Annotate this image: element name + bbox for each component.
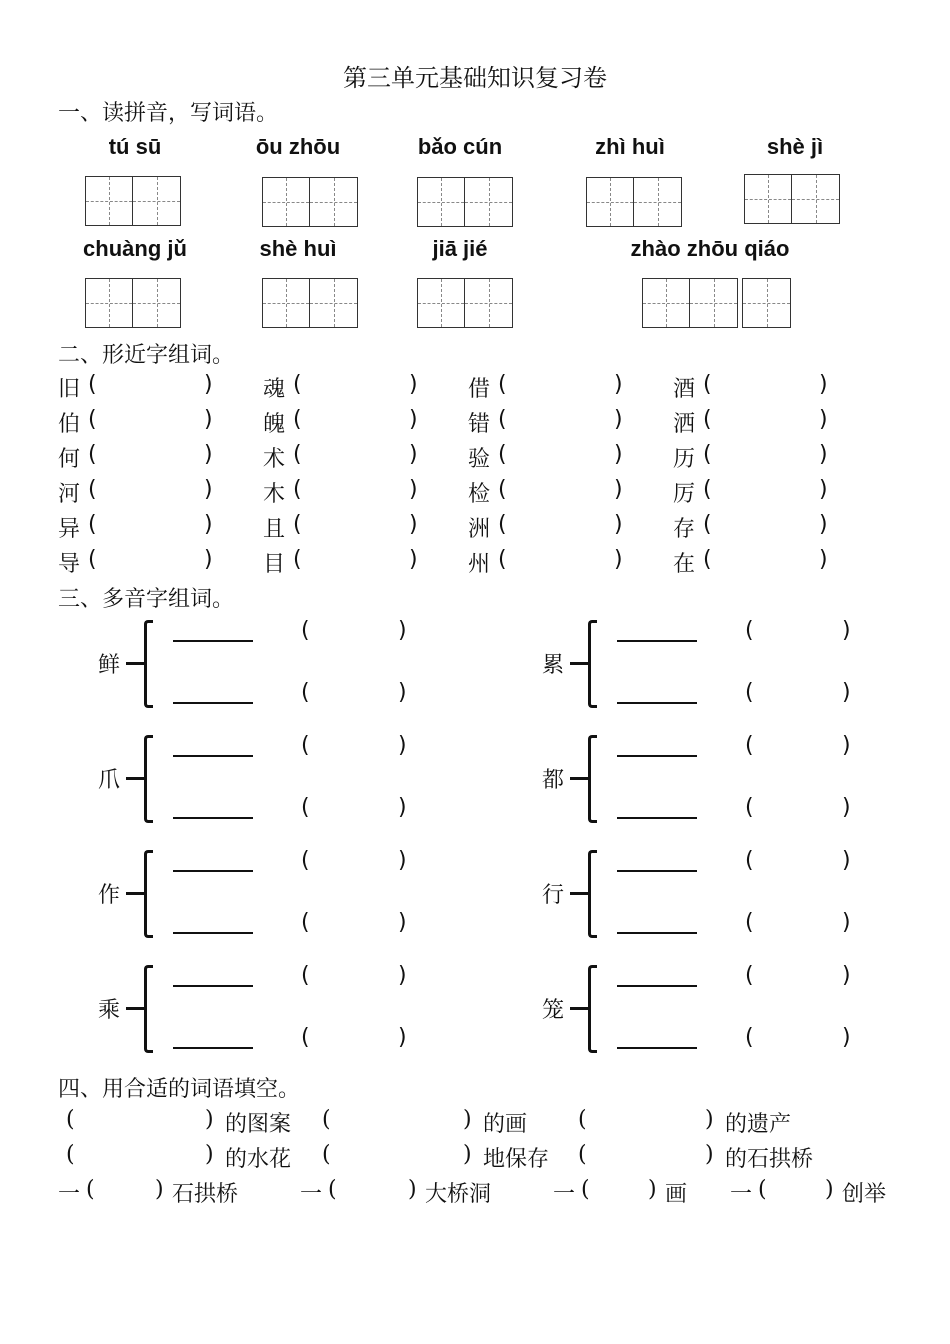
paren-close: ) <box>463 1107 472 1132</box>
pinyin-7: shè huì <box>259 236 337 261</box>
fill-text: 的图案 <box>225 1112 292 1137</box>
brace-stem <box>570 662 590 665</box>
paren-close: ) <box>398 910 407 935</box>
writing-grid[interactable] <box>742 278 791 328</box>
pinyin-4: zhì huì <box>595 134 665 159</box>
fill-text: 画 <box>665 1182 688 1207</box>
pinyin-8: jiā jié <box>432 236 488 261</box>
fill-text: 的水花 <box>225 1147 292 1172</box>
paren-close: ) <box>398 795 407 820</box>
paren-close: ) <box>205 1142 214 1167</box>
paren-open: ( <box>498 512 507 537</box>
paren-open: ( <box>301 910 310 935</box>
fill-text: 的石拱桥 <box>725 1147 814 1172</box>
section-3-heading: 三、多音字组词。 <box>58 587 235 612</box>
paren-open: ( <box>88 442 97 467</box>
paren-close: ) <box>842 848 851 873</box>
answer-blank[interactable] <box>173 817 253 819</box>
paren-open: ( <box>301 795 310 820</box>
brace-stem <box>126 892 146 895</box>
answer-blank[interactable] <box>617 870 697 872</box>
writing-grid[interactable] <box>85 176 181 226</box>
paren-close: ) <box>614 512 623 537</box>
paren-open: ( <box>578 1142 587 1167</box>
paren-close: ) <box>204 547 213 572</box>
paren-close: ) <box>842 795 851 820</box>
paren-open: ( <box>703 477 712 502</box>
paren-close: ) <box>398 963 407 988</box>
paren-open: ( <box>745 963 754 988</box>
answer-blank[interactable] <box>617 1047 697 1049</box>
paren-close: ) <box>842 680 851 705</box>
polyphone-char: 爪 <box>98 768 121 793</box>
fill-text: 地保存 <box>483 1147 550 1172</box>
similar-char: 导 <box>58 552 81 577</box>
pinyin-1: tú sū <box>108 134 162 159</box>
similar-char: 检 <box>468 482 491 507</box>
similar-char: 历 <box>673 447 696 472</box>
similar-char: 洒 <box>673 412 696 437</box>
paren-close: ) <box>842 910 851 935</box>
pinyin-2: ōu zhōu <box>255 134 341 159</box>
paren-open: ( <box>293 547 302 572</box>
similar-char: 厉 <box>673 482 696 507</box>
paren-open: ( <box>745 733 754 758</box>
writing-grid[interactable] <box>586 177 682 227</box>
paren-close: ) <box>409 477 418 502</box>
paren-open: ( <box>745 618 754 643</box>
answer-blank[interactable] <box>617 755 697 757</box>
paren-open: ( <box>293 372 302 397</box>
brace-stem <box>570 777 590 780</box>
paren-open: ( <box>293 512 302 537</box>
paren-open: ( <box>293 442 302 467</box>
answer-blank[interactable] <box>617 932 697 934</box>
paren-open: ( <box>745 910 754 935</box>
section-4-heading: 四、用合适的词语填空。 <box>58 1077 301 1102</box>
similar-char: 旧 <box>58 377 81 402</box>
writing-grid[interactable] <box>642 278 738 328</box>
paren-close: ) <box>614 407 623 432</box>
paren-open: ( <box>293 407 302 432</box>
similar-char: 何 <box>58 447 81 472</box>
polyphone-char: 鲜 <box>98 653 121 678</box>
paren-close: ) <box>819 547 828 572</box>
pinyin-6: chuàng jǔ <box>83 236 187 261</box>
answer-blank[interactable] <box>617 640 697 642</box>
similar-char: 验 <box>468 447 491 472</box>
fill-text: 大桥洞 <box>425 1182 492 1207</box>
paren-close: ) <box>819 372 828 397</box>
paren-close: ) <box>614 547 623 572</box>
answer-blank[interactable] <box>617 702 697 704</box>
paren-close: ) <box>409 442 418 467</box>
fill-text: 的画 <box>483 1112 528 1137</box>
paren-open: ( <box>703 407 712 432</box>
paren-open: ( <box>322 1107 331 1132</box>
similar-char: 木 <box>263 482 286 507</box>
pinyin-3: bǎo cún <box>417 134 503 159</box>
paren-open: ( <box>301 848 310 873</box>
paren-open: ( <box>578 1107 587 1132</box>
paren-close: ) <box>409 512 418 537</box>
brace <box>588 620 597 708</box>
paren-open: ( <box>703 442 712 467</box>
paren-close: ) <box>842 618 851 643</box>
fill-text: 一 <box>730 1182 753 1207</box>
pinyin-9: zhào zhōu qiáo <box>630 236 790 261</box>
paren-open: ( <box>498 407 507 432</box>
fill-text: 一 <box>300 1182 323 1207</box>
brace-stem <box>570 892 590 895</box>
brace-stem <box>570 1007 590 1010</box>
paren-open: ( <box>703 512 712 537</box>
paren-close: ) <box>398 680 407 705</box>
similar-char: 存 <box>673 517 696 542</box>
paren-close: ) <box>705 1142 714 1167</box>
paren-open: ( <box>581 1177 590 1202</box>
similar-char: 术 <box>263 447 286 472</box>
answer-blank[interactable] <box>617 817 697 819</box>
paren-close: ) <box>648 1177 657 1202</box>
paren-close: ) <box>819 407 828 432</box>
paren-close: ) <box>204 407 213 432</box>
similar-char: 酒 <box>673 377 696 402</box>
answer-blank[interactable] <box>617 985 697 987</box>
paren-close: ) <box>842 1025 851 1050</box>
similar-char: 错 <box>468 412 491 437</box>
answer-blank[interactable] <box>173 985 253 987</box>
paren-close: ) <box>614 372 623 397</box>
fill-text: 一 <box>553 1182 576 1207</box>
similar-char: 魄 <box>263 412 286 437</box>
fill-text: 创举 <box>842 1182 887 1207</box>
paren-close: ) <box>398 733 407 758</box>
paren-open: ( <box>498 442 507 467</box>
paren-open: ( <box>758 1177 767 1202</box>
similar-char: 洲 <box>468 517 491 542</box>
paren-open: ( <box>703 372 712 397</box>
paren-open: ( <box>88 547 97 572</box>
polyphone-char: 行 <box>542 883 565 908</box>
paren-close: ) <box>614 477 623 502</box>
similar-char: 州 <box>468 552 491 577</box>
section-2-heading: 二、形近字组词。 <box>58 343 235 368</box>
paren-open: ( <box>88 477 97 502</box>
writing-grid[interactable] <box>417 177 513 227</box>
paren-open: ( <box>498 372 507 397</box>
paren-close: ) <box>705 1107 714 1132</box>
paren-open: ( <box>322 1142 331 1167</box>
paren-open: ( <box>88 372 97 397</box>
paren-close: ) <box>614 442 623 467</box>
fill-text: 石拱桥 <box>172 1182 239 1207</box>
paren-open: ( <box>301 1025 310 1050</box>
similar-char: 在 <box>673 552 696 577</box>
brace <box>144 735 153 823</box>
paren-open: ( <box>301 680 310 705</box>
paren-open: ( <box>301 733 310 758</box>
paren-close: ) <box>819 512 828 537</box>
similar-char: 借 <box>468 377 491 402</box>
paren-open: ( <box>745 680 754 705</box>
paren-close: ) <box>204 512 213 537</box>
paren-open: ( <box>66 1142 75 1167</box>
answer-blank[interactable] <box>173 932 253 934</box>
paren-close: ) <box>409 372 418 397</box>
paren-open: ( <box>301 963 310 988</box>
paren-close: ) <box>155 1177 164 1202</box>
similar-char: 魂 <box>263 377 286 402</box>
answer-blank[interactable] <box>173 755 253 757</box>
paren-close: ) <box>842 733 851 758</box>
brace <box>144 965 153 1053</box>
brace <box>588 850 597 938</box>
writing-grid[interactable] <box>85 278 181 328</box>
writing-grid[interactable] <box>262 278 358 328</box>
paren-close: ) <box>398 618 407 643</box>
brace <box>144 620 153 708</box>
paren-close: ) <box>819 442 828 467</box>
paren-open: ( <box>301 618 310 643</box>
paren-close: ) <box>842 963 851 988</box>
paren-open: ( <box>498 477 507 502</box>
paren-close: ) <box>398 848 407 873</box>
polyphone-char: 作 <box>98 883 121 908</box>
paren-open: ( <box>88 512 97 537</box>
paren-close: ) <box>819 477 828 502</box>
answer-blank[interactable] <box>173 640 253 642</box>
answer-blank[interactable] <box>173 702 253 704</box>
paren-close: ) <box>409 547 418 572</box>
similar-char: 且 <box>263 517 286 542</box>
paren-close: ) <box>408 1177 417 1202</box>
similar-char: 异 <box>58 517 81 542</box>
paren-open: ( <box>86 1177 95 1202</box>
paren-close: ) <box>204 372 213 397</box>
paren-open: ( <box>88 407 97 432</box>
polyphone-char: 累 <box>542 653 565 678</box>
paren-close: ) <box>205 1107 214 1132</box>
paren-open: ( <box>703 547 712 572</box>
similar-char: 伯 <box>58 412 81 437</box>
writing-grid[interactable] <box>744 174 840 224</box>
page-title: 第三单元基础知识复习卷 <box>343 64 607 92</box>
paren-open: ( <box>745 795 754 820</box>
paren-open: ( <box>498 547 507 572</box>
brace <box>588 735 597 823</box>
paren-close: ) <box>409 407 418 432</box>
fill-text: 一 <box>58 1182 81 1207</box>
paren-open: ( <box>66 1107 75 1132</box>
fill-text: 的遗产 <box>725 1112 792 1137</box>
polyphone-char: 都 <box>542 768 565 793</box>
paren-close: ) <box>398 1025 407 1050</box>
paren-close: ) <box>204 442 213 467</box>
writing-grid[interactable] <box>417 278 513 328</box>
brace-stem <box>126 1007 146 1010</box>
paren-open: ( <box>745 1025 754 1050</box>
paren-close: ) <box>825 1177 834 1202</box>
paren-open: ( <box>745 848 754 873</box>
paren-close: ) <box>204 477 213 502</box>
paren-open: ( <box>293 477 302 502</box>
brace-stem <box>126 777 146 780</box>
polyphone-char: 乘 <box>98 998 121 1023</box>
section-1-heading: 一、读拼音，写词语。 <box>58 101 279 126</box>
polyphone-char: 笼 <box>542 998 565 1023</box>
writing-grid[interactable] <box>262 177 358 227</box>
answer-blank[interactable] <box>173 1047 253 1049</box>
brace <box>144 850 153 938</box>
brace-stem <box>126 662 146 665</box>
paren-close: ) <box>463 1142 472 1167</box>
pinyin-5: shè jì <box>766 134 824 159</box>
similar-char: 河 <box>58 482 81 507</box>
similar-char: 目 <box>263 552 286 577</box>
brace <box>588 965 597 1053</box>
answer-blank[interactable] <box>173 870 253 872</box>
paren-open: ( <box>328 1177 337 1202</box>
